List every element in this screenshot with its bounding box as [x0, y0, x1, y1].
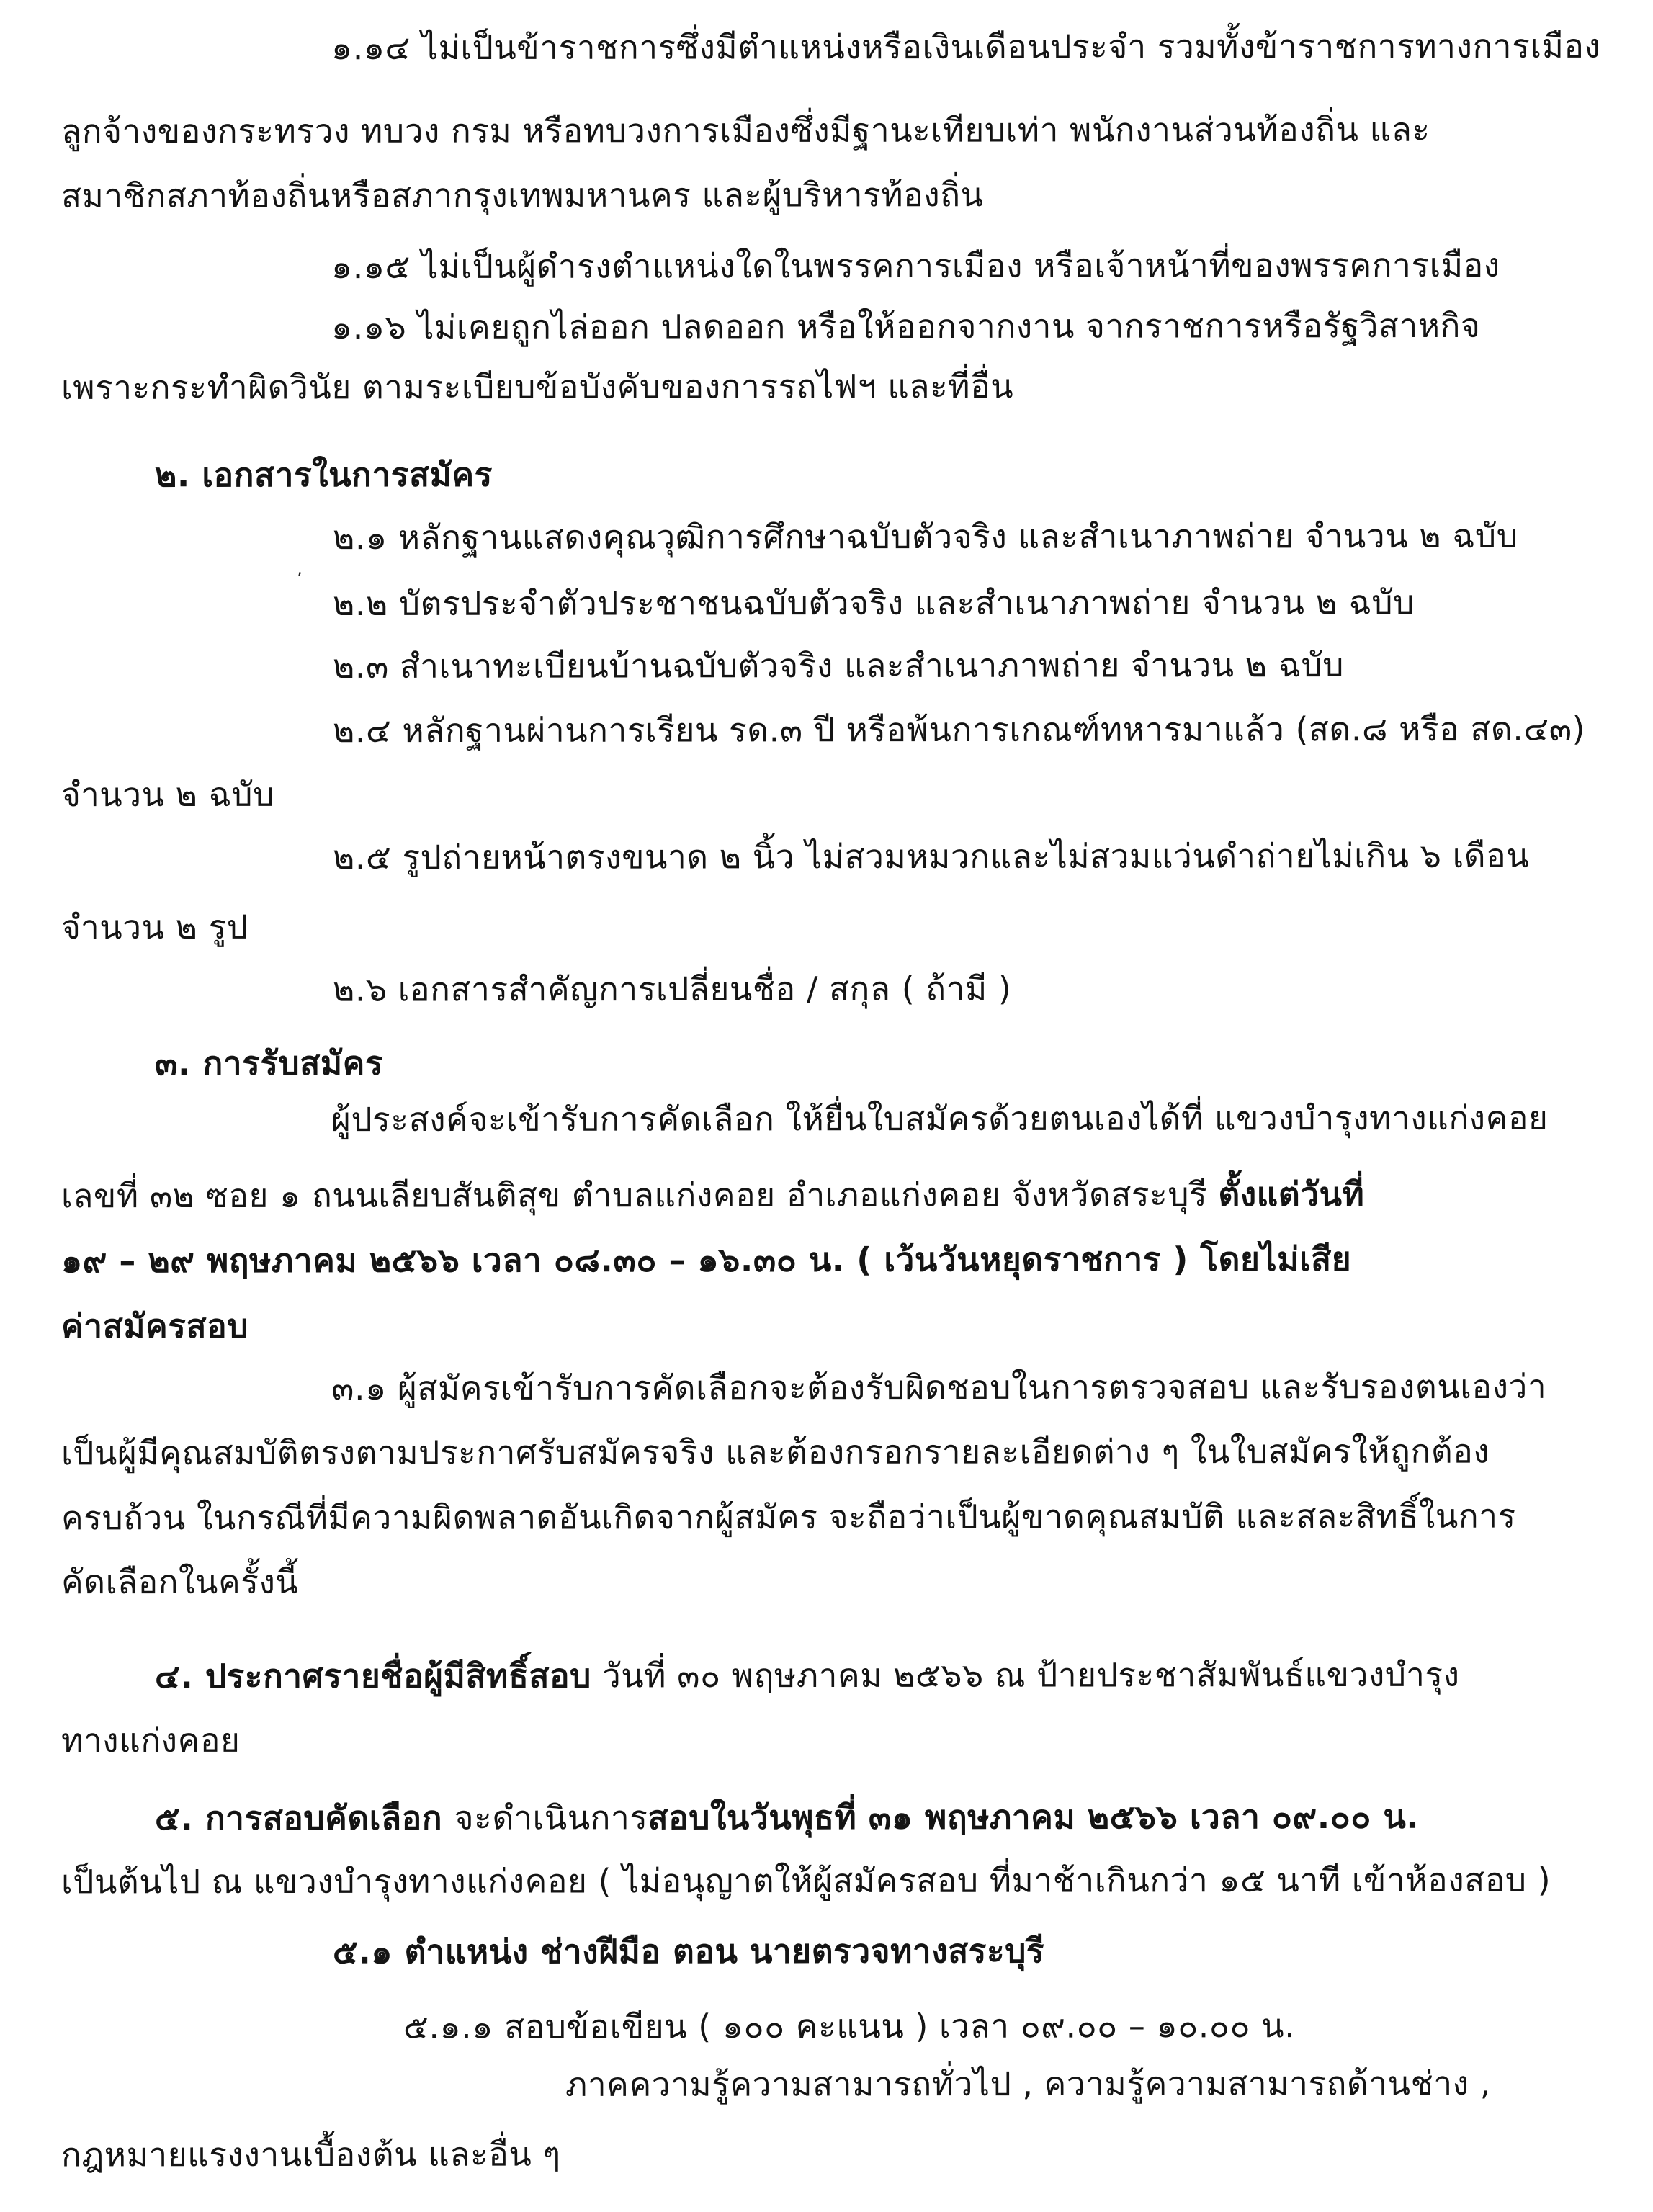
line-3-intro [331, 1096, 1549, 1142]
heading-section-4-bold-segment: ๔. ประกาศรายชื่อผู้มีสิทธิ์สอบ [154, 1656, 591, 1696]
line-3-address [61, 1172, 1364, 1219]
line-3-address-text-segment: เลขที่ ๓๒ ซอย ๑ ถนนเลียบสันติสุข ตำบลแก่งคอย อำเภอแก่งคอย จังหวัดสระบุรี [61, 1175, 1219, 1216]
line-1-16-text-segment: ๑.๑๖ ไม่เคยถูกไล่ออก ปลดออก หรือให้ออกจากงาน จากราชการหรือรัฐวิสาหกิจ [331, 305, 1481, 347]
line-3-fee [61, 1304, 248, 1348]
line-2-5 [333, 833, 1529, 879]
line-5-1-1-cont-1 [565, 2061, 1491, 2107]
line-1-16 [331, 303, 1481, 349]
heading-section-5-bold-segment: ๕. การสอบคัดเลือก [154, 1798, 454, 1838]
line-5-1-1 [403, 2003, 1295, 2049]
line-2-5-cont [61, 905, 248, 949]
line-2-3-text-segment: ๒.๓ สำเนาทะเบียนบ้านฉบับตัวจริง และสำเนาภาพถ่าย จำนวน ๒ ฉบับ [332, 645, 1344, 686]
line-1-14-cont-2 [61, 172, 984, 218]
line-3-dates-bold-segment: ๑๙ – ๒๙ พฤษภาคม ๒๕๖๖ เวลา ๐๘.๓๐ – ๑๖.๓๐ น. ( เว้นวันหยุดราชการ ) โดยไม่เสีย [61, 1239, 1352, 1281]
line-2-1-text-segment: ๒.๑ หลักฐานแสดงคุณวุฒิการศึกษาฉบับตัวจริง และสำเนาภาพถ่าย จำนวน ๒ ฉบับ [332, 516, 1518, 558]
line-2-5-text-segment: ๒.๕ รูปถ่ายหน้าตรงขนาด ๒ นิ้ว ไม่สวมหมวกและไม่สวมแว่นดำถ่ายไม่เกิน ๖ เดือน [332, 836, 1530, 877]
heading-section-5 [155, 1794, 1419, 1840]
line-2-2 [333, 580, 1415, 626]
line-4-cont-text-segment: ทางแก่งคอย [61, 1720, 241, 1760]
line-5-cont [61, 1858, 1551, 1904]
heading-section-3 [155, 1041, 383, 1085]
line-3-1-cont-2-text-segment: ครบถ้วน ในกรณีที่มีความผิดพลาดอันเกิดจากผู้สมัคร จะถือว่าเป็นผู้ขาดคุณสมบัติ และสละสิทธิ์ในการ [61, 1496, 1516, 1538]
line-2-4 [333, 707, 1585, 753]
line-1-14 [331, 24, 1601, 70]
heading-section-3-bold-segment: ๓. การรับสมัคร [154, 1043, 384, 1083]
line-1-15 [331, 243, 1500, 289]
line-3-1 [331, 1364, 1546, 1410]
line-3-1-text-segment: ๓.๑ ผู้สมัครเข้ารับการคัดเลือกจะต้องรับผิดชอบในการตรวจสอบ และรับรองตนเองว่า [331, 1366, 1547, 1408]
line-4-cont [61, 1718, 241, 1763]
heading-section-4-text-segment: วันที่ ๓๐ พฤษภาคม ๒๕๖๖ ณ ป้ายประชาสัมพันธ์แขวงบำรุง [591, 1654, 1460, 1696]
line-3-1-cont-1 [61, 1429, 1490, 1476]
line-2-5-cont-text-segment: จำนวน ๒ รูป [61, 907, 248, 947]
line-2-4-cont-text-segment: จำนวน ๒ ฉบับ [61, 774, 274, 815]
heading-section-5-bold-segment: สอบในวันพุธที่ ๓๑ พฤษภาคม ๒๕๖๖ เวลา ๐๙.๐๐ น. [648, 1796, 1420, 1837]
line-5-1-1-cont-2 [61, 2132, 561, 2177]
line-5-1-bold-segment: ๕.๑ ตำแหน่ง ช่างฝีมือ ตอน นายตรวจทางสระบุรี [332, 1931, 1045, 1971]
heading-section-5-text-segment: จะดำเนินการ [454, 1798, 648, 1837]
line-2-6 [333, 966, 1011, 1011]
line-2-4-text-segment: ๒.๔ หลักฐานผ่านการเรียน รด.๓ ปี หรือพ้นการเกณฑ์ทหารมาแล้ว (สด.๘ หรือ สด.๔๓) [332, 709, 1586, 751]
line-5-1-1-text-segment: ๕.๑.๑ สอบข้อเขียน ( ๑๐๐ คะแนน ) เวลา ๐๙.๐๐ – ๑๐.๐๐ น. [403, 2006, 1296, 2046]
line-1-14-cont-1-text-segment: ลูกจ้างของกระทรวง ทบวง กรม หรือทบวงการเมืองซึ่งมีฐานะเทียบเท่า พนักงานส่วนท้องถิ่น และ [61, 109, 1430, 151]
line-3-dates [61, 1237, 1351, 1284]
line-2-2-text-segment: ๒.๒ บัตรประจำตัวประชาชนฉบับตัวจริง และสำเนาภาพถ่าย จำนวน ๒ ฉบับ [332, 582, 1415, 624]
line-2-3 [333, 642, 1344, 689]
line-1-16-cont-text-segment: เพราะกระทำผิดวินัย ตามระเบียบข้อบังคับของการรถไฟฯ และที่อื่น [61, 367, 1014, 407]
line-5-cont-text-segment: เป็นต้นไป ณ แขวงบำรุงทางแก่งคอย ( ไม่อนุญาตให้ผู้สมัครสอบ ที่มาช้าเกินกว่า ๑๕ นาที เข้าห้องสอบ ) [61, 1860, 1551, 1902]
line-1-14-text-segment: ๑.๑๔ ไม่เป็นข้าราชการซึ่งมีตำแหน่งหรือเงินเดือนประจำ รวมทั้งข้าราชการทางการเมือง [331, 26, 1601, 68]
line-3-address-bold-segment: ตั้งแต่วันที่ [1218, 1174, 1365, 1214]
line-5-1-1-cont-2-text-segment: กฎหมายแรงงานเบื้องต้น และอื่น ๆ [61, 2134, 561, 2175]
line-5-1-1-cont-1-text-segment: ภาคความรู้ความสามารถทั่วไป , ความรู้ความสามารถด้านช่าง , [565, 2064, 1491, 2104]
heading-section-4 [155, 1652, 1460, 1699]
heading-section-2-bold-segment: ๒. เอกสารในการสมัคร [154, 455, 493, 495]
line-3-1-cont-1-text-segment: เป็นผู้มีคุณสมบัติตรงตามประกาศรับสมัครจริง และต้องกรอกรายละเอียดต่าง ๆ ในใบสมัครให้ถูกต้อง [61, 1431, 1490, 1473]
line-2-4-cont [61, 772, 274, 817]
line-3-fee-bold-segment: ค่าสมัครสอบ [61, 1306, 248, 1346]
line-3-1-cont-3 [61, 1559, 298, 1604]
line-3-1-cont-3-text-segment: คัดเลือกในครั้งนี้ [61, 1562, 299, 1602]
scan-artifact: ʼ [297, 569, 303, 589]
line-1-14-cont-2-text-segment: สมาชิกสภาท้องถิ่นหรือสภากรุงเทพมหานคร และผู้บริหารท้องถิ่น [61, 175, 984, 215]
line-2-6-text-segment: ๒.๖ เอกสารสำคัญการเปลี่ยนชื่อ / สกุล ( ถ้ามี ) [332, 969, 1012, 1009]
line-2-1 [333, 514, 1518, 560]
line-3-1-cont-2 [61, 1494, 1516, 1541]
line-1-14-cont-1 [61, 107, 1430, 154]
line-3-intro-text-segment: ผู้ประสงค์จะเข้ารับการคัดเลือก ให้ยื่นใบสมัครด้วยตนเองได้ที่ แขวงบำรุงทางแก่งคอย [331, 1098, 1549, 1139]
line-1-15-text-segment: ๑.๑๕ ไม่เป็นผู้ดำรงตำแหน่งใดในพรรคการเมือง หรือเจ้าหน้าที่ของพรรคการเมือง [331, 245, 1500, 287]
line-1-16-cont [61, 364, 1013, 410]
heading-section-2 [155, 452, 493, 498]
line-5-1 [333, 1928, 1044, 1974]
